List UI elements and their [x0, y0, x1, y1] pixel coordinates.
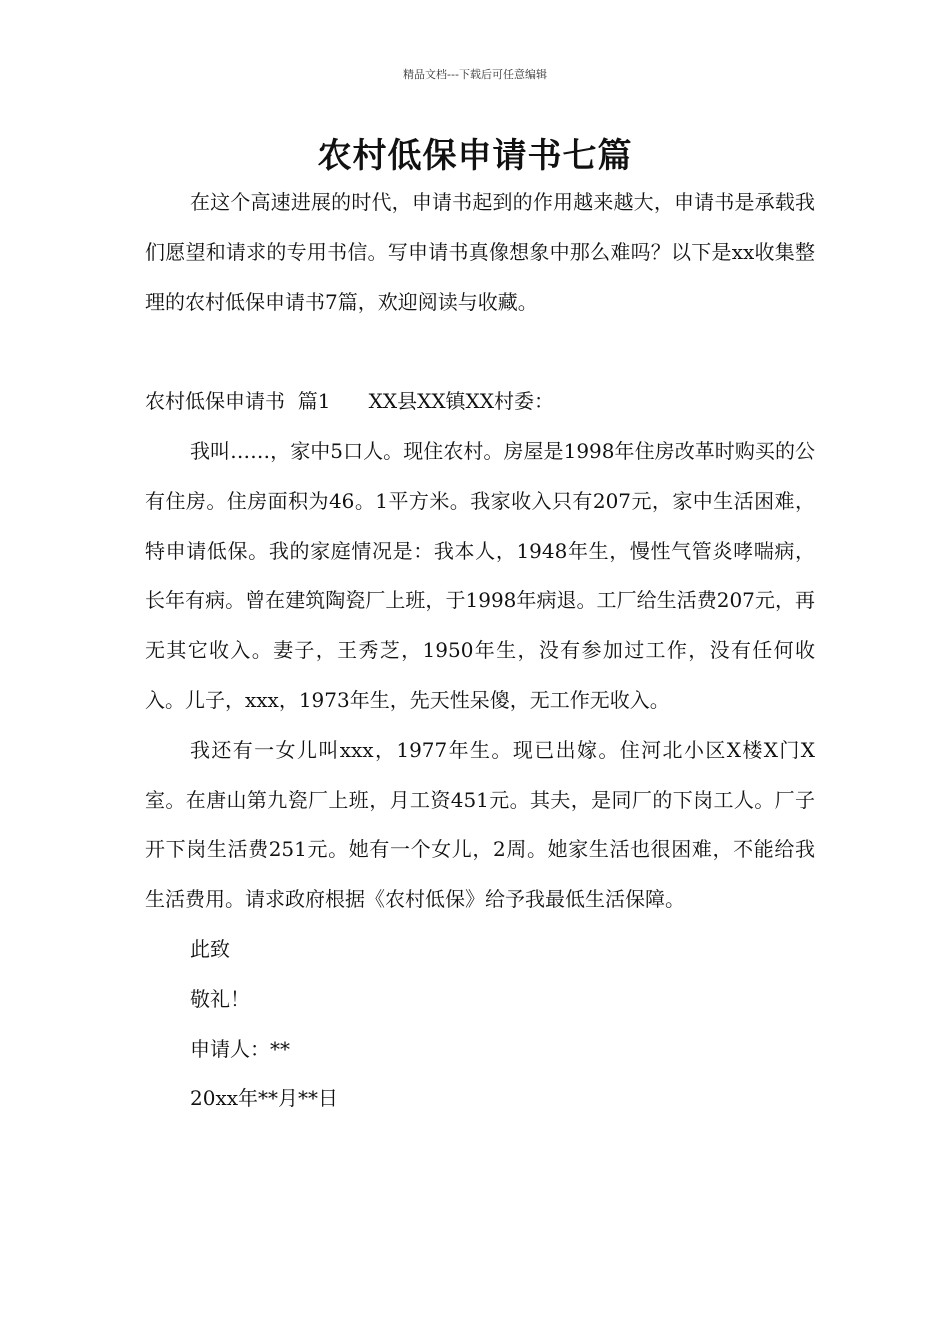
- addressee: XX县XX镇XX村委：: [368, 389, 555, 414]
- body-paragraph: 我叫……，家中5口人。现住农村。房屋是1998年住房改革时购买的公有住房。住房面积为46。1平方米。我家收入只有207元，家中生活困难，特申请低保。我的家庭情况是：我本人，1948年生，慢性气管炎哮喘病，长年有病。曾在建筑陶瓷厂上班，于1998年病退。工厂给生活费207元，再无其它收入。妻子，王秀芝，1950年生，没有参加过工作，没有任何收入。儿子，xxx，1973年生，先天性呆傻，无工作无收入。: [145, 438, 815, 712]
- body-paragraph: 我还有一女儿叫xxx，1977年生。现已出嫁。住河北小区X楼X门X室。在唐山第九瓷厂上班，月工资451元。其夫，是同厂的下岗工人。厂子开下岗生活费251元。她有一个女儿，2周。她家生活也很困难，不能给我生活费用。请求政府根据《农村低保》给予我最低生活保障。: [145, 737, 815, 912]
- closing-line: 此致: [190, 936, 230, 961]
- document-title: 农村低保申请书七篇: [317, 136, 633, 176]
- date-line: 20xx年**月**日: [190, 1086, 339, 1111]
- spacer: [145, 327, 815, 377]
- applicant-line: 申请人：**: [190, 1036, 290, 1061]
- intro-paragraph: 在这个高速进展的时代，申请书起到的作用越来越大，申请书是承载我们愿望和请求的专用书信。写申请书真像想象中那么难吗？以下是xx收集整理的农村低保申请书7篇，欢迎阅读与收藏。: [145, 190, 815, 314]
- salute-line: 敬礼！: [190, 986, 250, 1011]
- section-heading: [145, 377, 815, 427]
- page-header: 精品文档---下载后可任意编辑: [403, 68, 547, 81]
- section-title: 农村低保申请书 篇1: [145, 389, 331, 414]
- document-body: [145, 178, 815, 1124]
